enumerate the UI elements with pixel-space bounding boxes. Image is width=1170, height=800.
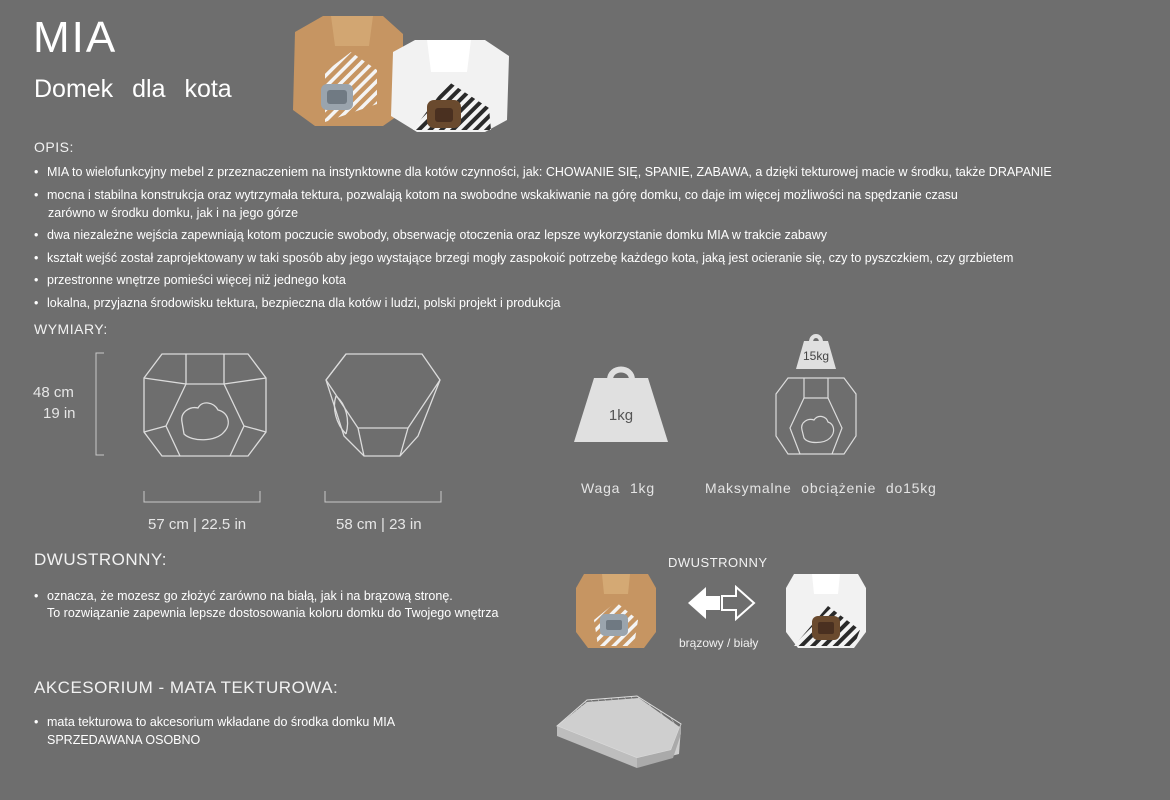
double-arrow-icon (686, 585, 756, 621)
width-side: 58 cm | 23 in (336, 516, 422, 533)
house-front-drawing (140, 350, 270, 460)
page-title: MIA (33, 13, 118, 62)
list-item: • lokalna, przyjazna środowisku tektura, bezpieczna dla kotów i ludzi, polski projekt i produkcja (34, 296, 1134, 311)
weight-caption: Waga 1kg (581, 480, 655, 496)
width-front: 57 cm | 22.5 in (148, 516, 247, 533)
opis-heading: OPIS: (34, 139, 74, 155)
list-item: • mocna i stabilna konstrukcja oraz wytrzymała tektura, pozwalają kotom na swobodne wskakiwanie na górę domku, co daje im więcej możliwości na spędzanie czasu (34, 188, 1134, 203)
load-weight-icon-label: 15kg (802, 349, 830, 363)
house-brown-image (574, 570, 658, 650)
page-subtitle: Domek dla kota (34, 75, 232, 103)
wymiary-heading: WYMIARY: (34, 321, 108, 337)
height-cm: 48 cm (33, 384, 74, 401)
hero-product-image (285, 12, 520, 132)
load-caption: Maksymalne obciążenie do15kg (705, 480, 937, 496)
weight-icon-label: 1kg (608, 407, 634, 424)
list-item: • mata tekturowa to akcesorium wkładane do środka domku MIA (34, 715, 514, 730)
dwustronny-diagram-caption: brązowy / biały (679, 636, 759, 650)
list-item: • oznacza, że mozesz go złożyć zarówno na białą, jak i na brązową stronę. (34, 589, 574, 604)
width-bracket-side (324, 490, 442, 504)
list-item: To rozwiązanie zapewnia lepsze dostosowania koloru domku do Twojego wnętrza (47, 606, 499, 620)
list-item-continuation: zarówno w środku domku, jak i na jego górze (48, 205, 299, 220)
list-item: • dwa niezależne wejścia zapewniają kotom poczucie swobody, obserwację otoczenia oraz lepsze wykorzystanie domku MIA w trakcie zabawy (34, 228, 1134, 243)
weight-icon (572, 362, 670, 448)
dwustronny-heading: DWUSTRONNY: (34, 550, 167, 569)
dwustronny-diagram-title: DWUSTRONNY (668, 555, 768, 570)
cardboard-mat-drawing (553, 694, 695, 776)
akcesorium-heading: AKCESORIUM - MATA TEKTUROWA: (34, 678, 339, 697)
house-white-image (784, 570, 868, 650)
load-weight-icon (796, 332, 836, 370)
dwustronny-list (34, 589, 574, 629)
width-bracket-front (143, 490, 261, 504)
house-side-drawing (322, 350, 444, 460)
house-load-drawing (774, 374, 858, 458)
list-item: • kształt wejść został zaprojektowany w taki sposób aby jego wystające brzegi mogły zaspokoić potrzebę każdego kota, jaką jest ocieranie się, czy to pyszczkiem, czy grzbietem (34, 251, 1134, 266)
list-item: • przestronne wnętrze pomieści więcej niż jednego kota (34, 273, 1134, 288)
list-item: SPRZEDAWANA OSOBNO (47, 733, 201, 747)
height-in: 19 in (43, 405, 76, 422)
height-bracket (94, 352, 106, 456)
opis-list (34, 165, 1134, 318)
akcesorium-list (34, 715, 514, 756)
list-item (34, 206, 1134, 221)
list-item: • MIA to wielofunkcyjny mebel z przeznaczeniem na instynktowne dla kotów czynności, jak: CHOWANIE SIĘ, SPANIE, ZABAWA, a dzięki tekturowej macie w środku, także DRAPANIE (34, 165, 1134, 180)
